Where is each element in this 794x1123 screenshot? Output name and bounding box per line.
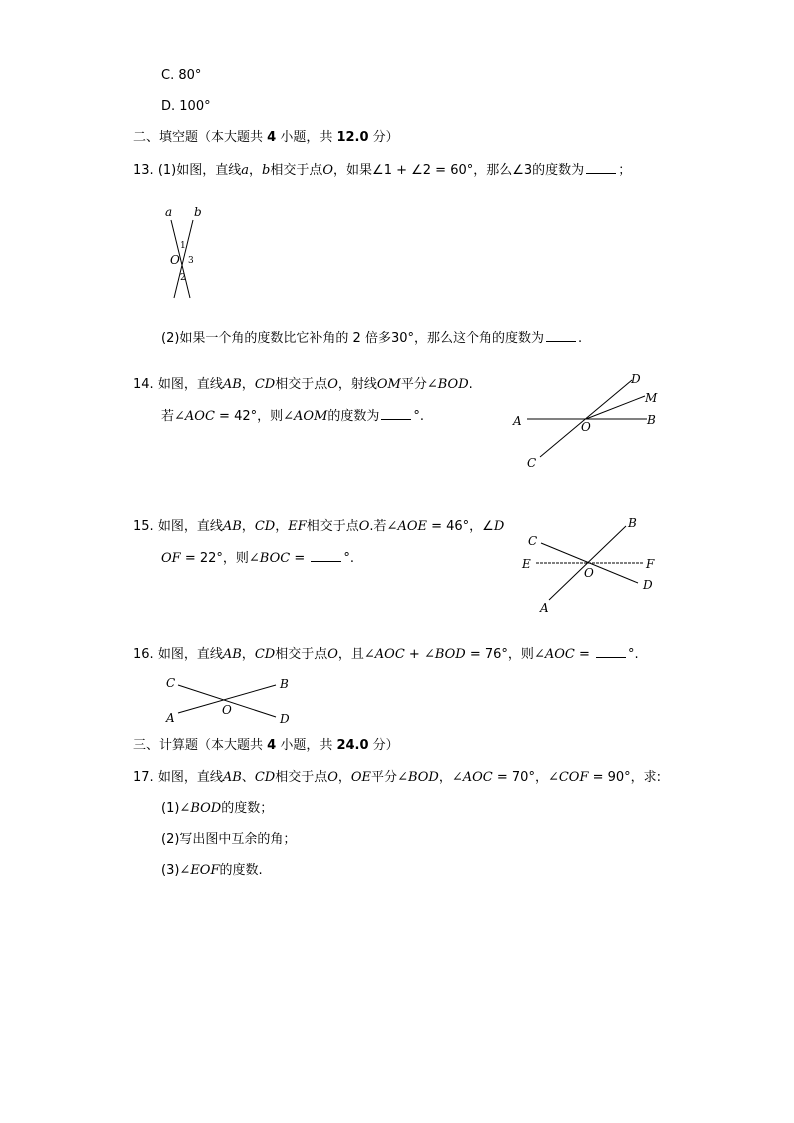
question-17-sub3: (3)∠EOF的度数. <box>161 863 263 878</box>
figure-14 <box>505 368 675 478</box>
question-number: 14. <box>133 377 154 392</box>
fig14-label-m: M <box>645 391 658 405</box>
fig15-label-a: A <box>540 601 549 615</box>
question-17-sub2: (2)写出图中互余的角； <box>161 832 297 847</box>
fig15-label-d: D <box>643 578 653 592</box>
question-17-sub1: (1)∠BOD的度数； <box>161 801 274 816</box>
fig13-label-o: O <box>170 253 180 267</box>
fig16-label-b: B <box>280 677 289 691</box>
question-15-line1: 15. 如图，直线AB，CD，EF相交于点O.若∠AOE = 46°，∠D <box>133 519 505 534</box>
figure-16 <box>160 672 300 732</box>
answer-blank <box>596 645 626 658</box>
answer-blank <box>311 549 341 562</box>
fig15-label-b: B <box>628 516 637 530</box>
fig15-label-c: C <box>528 534 538 548</box>
fig14-label-a: A <box>513 414 522 428</box>
question-17: 17. 如图，直线AB、CD相交于点O，OE平分∠BOD，∠AOC = 70°，∠COF = 90°，求: <box>133 770 662 785</box>
fig14-label-o: O <box>581 420 591 434</box>
fig15-label-f: F <box>646 557 655 571</box>
question-15-line2: OF = 22°，则∠BOC = °. <box>161 551 354 566</box>
question-13-part2: (2)如果一个角的度数比它补角的 2 倍多30°，那么这个角的度数为 . <box>161 331 583 346</box>
fig13-label-3: 3 <box>188 256 194 266</box>
question-number: 16. <box>133 647 154 662</box>
fig13-label-1: 1 <box>180 241 186 251</box>
fig16-label-o: O <box>222 703 232 717</box>
fig13-label-b: b <box>194 205 202 219</box>
question-number: 15. <box>133 519 154 534</box>
section-3-title: 三、计算题（本大题共 4 小题，共 24.0 分） <box>133 738 399 753</box>
answer-blank <box>381 407 411 420</box>
fig16-label-a: A <box>166 711 175 725</box>
section-2-title: 二、填空题（本大题共 4 小题，共 12.0 分） <box>133 130 399 145</box>
question-14-line2: 若∠AOC = 42°，则∠AOM的度数为 °. <box>161 409 425 424</box>
question-16: 16. 如图，直线AB，CD相交于点O，且∠AOC + ∠BOD = 76°，则∠AOC = °. <box>133 647 639 662</box>
answer-blank <box>586 161 616 174</box>
question-number: 13. <box>133 163 154 178</box>
fig16-label-c: C <box>166 676 176 690</box>
question-number: 17. <box>133 770 154 785</box>
option-d: D. 100° <box>161 99 211 114</box>
figure-13 <box>160 202 220 302</box>
fig16-label-d: D <box>280 712 290 726</box>
question-14-line1: 14. 如图，直线AB，CD相交于点O，射线OM平分∠BOD. <box>133 377 473 392</box>
question-13-part1: 13. (1)如图，直线a，b相交于点O，如果∠1 + ∠2 = 60°，那么∠3的度数为 ； <box>133 163 632 178</box>
fig14-label-d: D <box>631 372 641 386</box>
option-c: C. 80° <box>161 68 202 83</box>
fig14-label-c: C <box>527 456 537 470</box>
fig13-label-a: a <box>165 205 173 219</box>
figure-15 <box>518 512 678 615</box>
fig13-label-2: 2 <box>180 273 186 283</box>
fig15-label-o: O <box>584 566 594 580</box>
fig14-label-b: B <box>647 413 656 427</box>
answer-blank <box>546 329 576 342</box>
fig15-label-e: E <box>522 557 531 571</box>
